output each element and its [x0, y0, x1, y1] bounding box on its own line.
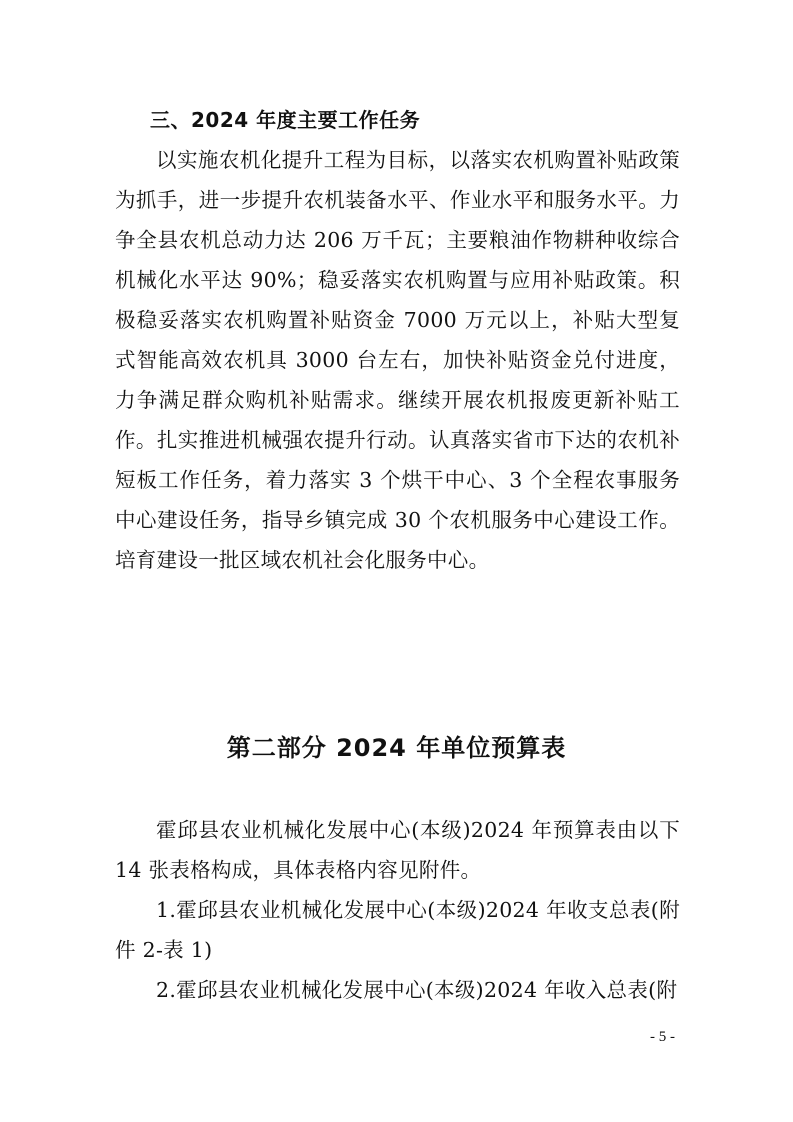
section-paragraph: 以实施农机化提升工程为目标，以落实农机购置补贴政策为抓手，进一步提升农机装备水平、作业水平和服务水平。力争全县农机总动力达 206 万千瓦；主要粮油作物耕种收综合机械化水平达 90%；稳妥落实农机购置与应用补贴政策。积极稳妥落实农机购置补贴资金 7000 万元以上，补贴大型复式智能高效农机具 3000 台左右，加快补贴资金兑付进度，力争满足群众购机补贴需求。继续开展农机报废更新补贴工作。扎实推进机械强农提升行动。认真落实省市下达的农机补短板工作任务，着力落实 3 个烘干中心、3 个全程农事服务中心建设任务，指导乡镇完成 30 个农机服务中心建设工作。培育建设一批区域农机社会化服务中心。 — [115, 148, 680, 572]
part-intro-paragraph: 霍邱县农业机械化发展中心(本级)2024 年预算表由以下 14 张表格构成，具体表格内容见附件。 — [115, 818, 680, 882]
table-list-item: 1.霍邱县农业机械化发展中心(本级)2024 年收支总表(附件 2-表 1) — [115, 898, 680, 962]
page-number: - 5 - — [650, 1029, 675, 1045]
part-body — [115, 810, 680, 1010]
table-list-item: 2.霍邱县农业机械化发展中心(本级)2024 年收入总表(附 — [156, 978, 678, 1002]
section-heading: 三、2024 年度主要工作任务 — [150, 108, 421, 132]
part-title: 第二部分 2024 年单位预算表 — [226, 734, 567, 762]
section-body — [115, 140, 680, 580]
